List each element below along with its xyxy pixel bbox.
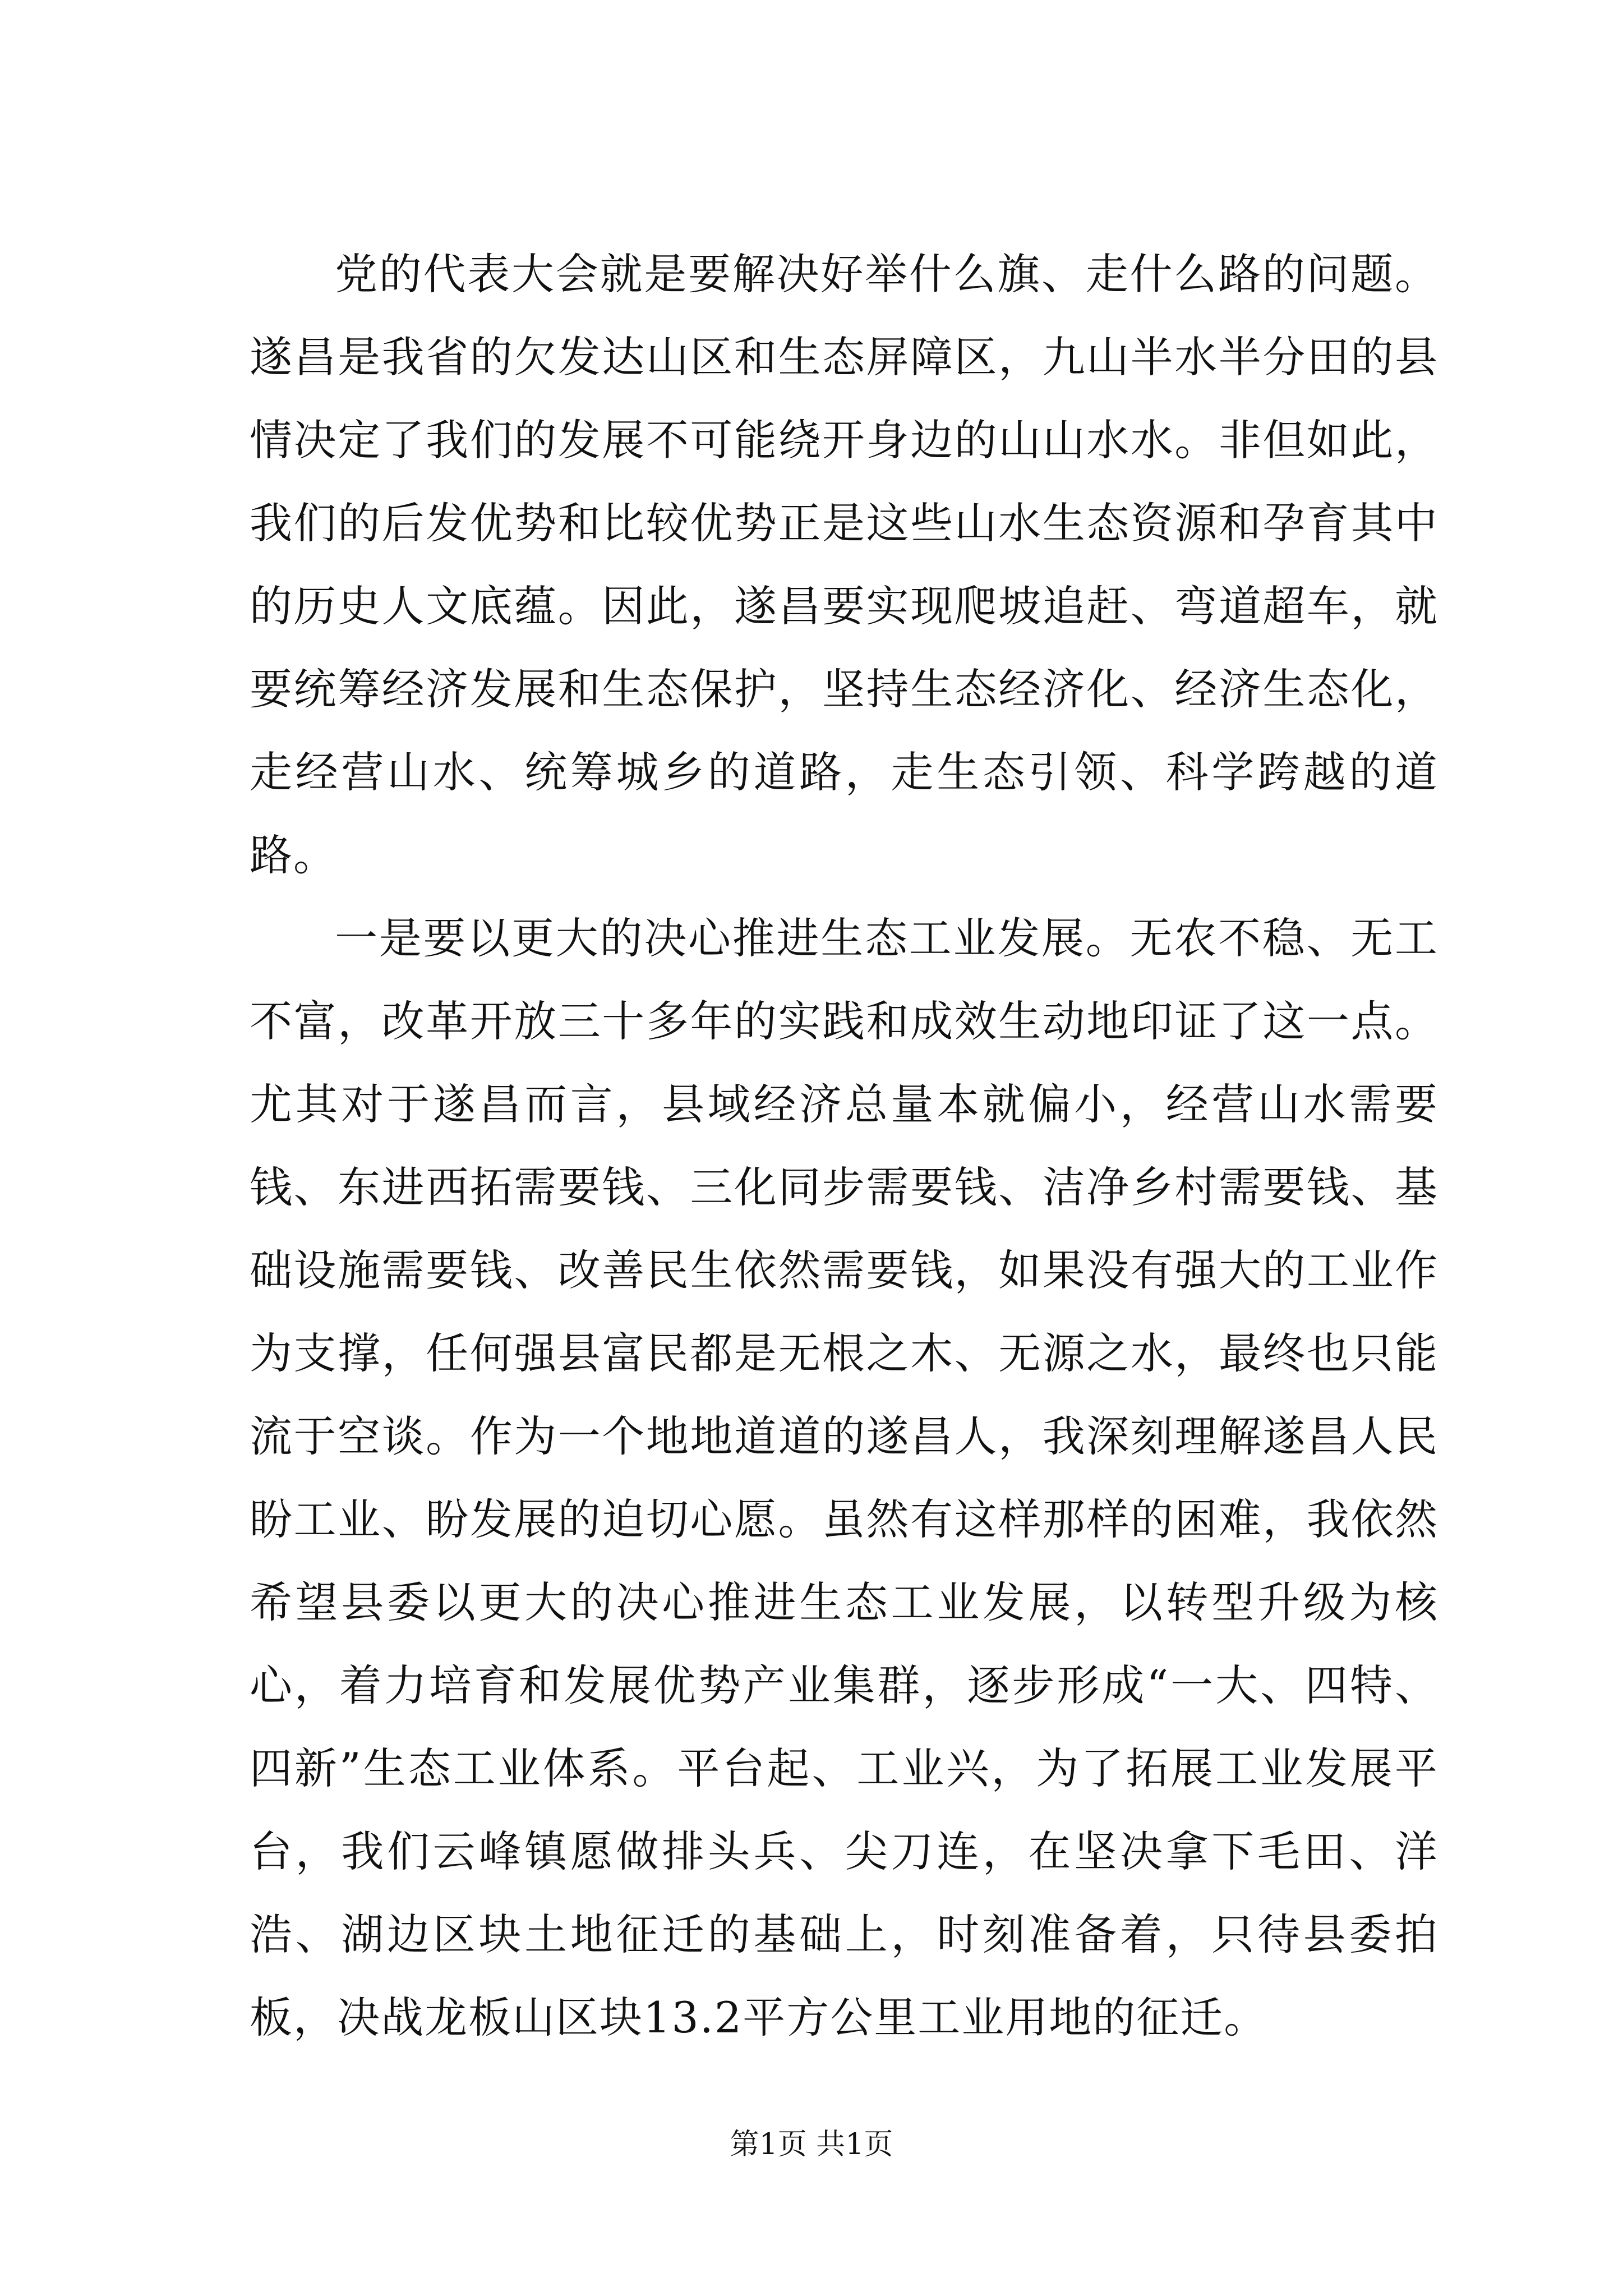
paragraph-2: 一是要以更大的决心推进生态工业发展。无农不稳、无工不富，改革开放三十多年的实践和成效生动地印证了这一点。尤其对于遂昌而言，县域经济总量本就偏小，经营山水需要钱、东进西拓需要钱、三化同步需要钱、洁净乡村需要钱、基础设施需要钱、改善民生依然需要钱，如果没有强大的工业作为支撑，任何强县富民都是无根之木、无源之水，最终也只能流于空谈。作为一个地地道道的遂昌人，我深刻理解遂昌人民盼工业、盼发展的迫切心愿。虽然有这样那样的困难，我依然希望县委以更大的决心推进生态工业发展，以转型升级为核心，着力培育和发展优势产业集群，逐步形成“一大、四特、四新”生态工业体系。平台起、工业兴，为了拓展工业发展平台，我们云峰镇愿做排头兵、尖刀连，在坚决拿下毛田、洋浩、湖边区块土地征迁的基础上，时刻准备着，只待县委拍板，决战龙板山区块13.2平方公里工业用地的征迁。 — [250, 913, 1438, 2042]
page-footer: 第1页 共1页 — [730, 2128, 893, 2161]
document-body — [250, 233, 1438, 2059]
paragraph-1: 党的代表大会就是要解决好举什么旗、走什么路的问题。遂昌是我省的欠发达山区和生态屏障区，九山半水半分田的县情决定了我们的发展不可能绕开身边的山山水水。非但如此，我们的后发优势和比较优势正是这些山水生态资源和孕育其中的历史人文底蕴。因此，遂昌要实现爬坡追赶、弯道超车，就要统筹经济发展和生态保护，坚持生态经济化、经济生态化，走经营山水、统筹城乡的道路，走生态引领、科学跨越的道路。 — [250, 249, 1438, 880]
